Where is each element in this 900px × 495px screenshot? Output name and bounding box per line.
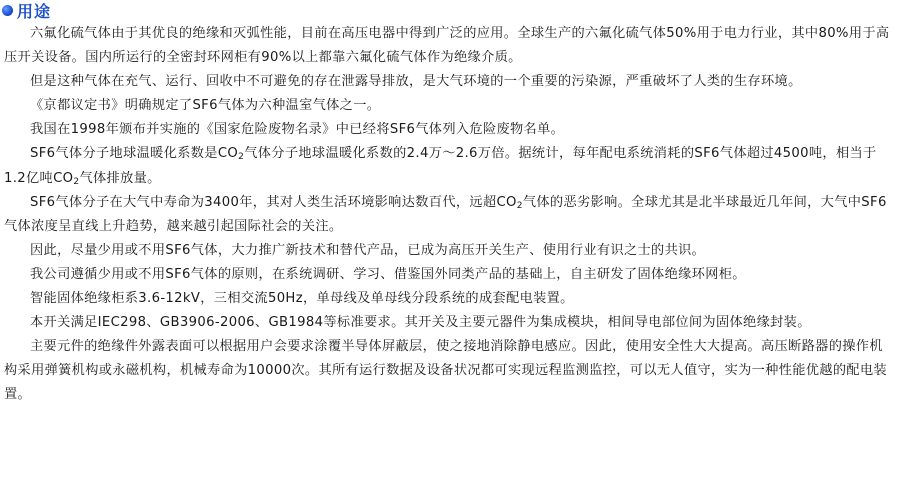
paragraph-9: 智能固体绝缘柜系3.6-12kV，三相交流50Hz，单母线及单母线分段系统的成套配电装置。 <box>30 291 574 307</box>
paragraph-5-part-2: 气体分子地球温暖化系数的2.4万～2.6万倍。据统计，每年配电系统消耗的SF6气体超过4500吨，相当于1.2亿吨CO <box>4 146 877 186</box>
subscript-2: 2 <box>238 152 245 163</box>
paragraph-6-part-2: 气体的恶劣影响。全球尤其是北半球最近几年间，大气中SF6气体浓度呈直线上升趋势，越来越引起国际社会的关注。 <box>4 194 887 234</box>
paragraph-5 <box>4 142 896 190</box>
paragraph-11: 主要元件的绝缘件外露表面可以根据用户会要求涂覆半导体屏蔽层，使之接地消除静电感应。因此，使用安全性大大提高。高压断路器的操作机构采用弹簧机构或永磁机构，机械寿命为10000次。其所有运行数据及设备状况都可实现远程监测监控，可以无人值守，实为一种性能优越的配电装置。 <box>4 339 888 403</box>
section-header <box>2 0 51 20</box>
subscript-2: 2 <box>516 200 523 211</box>
paragraph-5-part-1: SF6气体分子地球温暖化系数是CO <box>30 146 239 162</box>
paragraph-7: 因此，尽量少用或不用SF6气体，大力推广新技术和替代产品，已成为高压开关生产、使用行业有识之士的共识。 <box>30 242 706 258</box>
article-body <box>4 22 896 408</box>
paragraph-10: 本开关满足IEC298、GB3906-2006、GB1984等标准要求。其开关及主要元器件为集成模块，相间导电部位间为固体绝缘封装。 <box>30 315 811 331</box>
paragraph-5-part-3: 气体排放量。 <box>79 170 161 186</box>
paragraph-6 <box>4 191 896 239</box>
paragraph-3: 《京都议定书》明确规定了SF6气体为六种温室气体之一。 <box>30 98 381 114</box>
paragraph-8: 我公司遵循少用或不用SF6气体的原则，在系统调研、学习、借鉴国外同类产品的基础上，自主研发了固体绝缘环网柜。 <box>30 266 746 282</box>
paragraph-2: 但是这种气体在充气、运行、回收中不可避免的存在泄露导排放，是大气环境的一个重要的污染源，严重破坏了人类的生存环境。 <box>30 74 802 90</box>
section-title: 用途 <box>17 1 52 21</box>
paragraph-6-part-1: SF6气体分子在大气中寿命为3400年，其对人类生活环境影响达数百代，远超CO <box>30 194 517 210</box>
paragraph-1: 六氟化硫气体由于其优良的绝缘和灭弧性能，目前在高压电器中得到广泛的应用。全球生产的六氟化硫气体50%用于电力行业，其中80%用于高压开关设备。国内所运行的全密封环网柜有90%以上都靠六氟化硫气体作为绝缘介质。 <box>4 26 890 66</box>
bullet-icon <box>2 5 13 16</box>
subscript-2: 2 <box>73 176 80 187</box>
paragraph-4: 我国在1998年颁布并实施的《国家危险废物名录》中已经将SF6气体列入危险废物名单。 <box>30 122 565 138</box>
